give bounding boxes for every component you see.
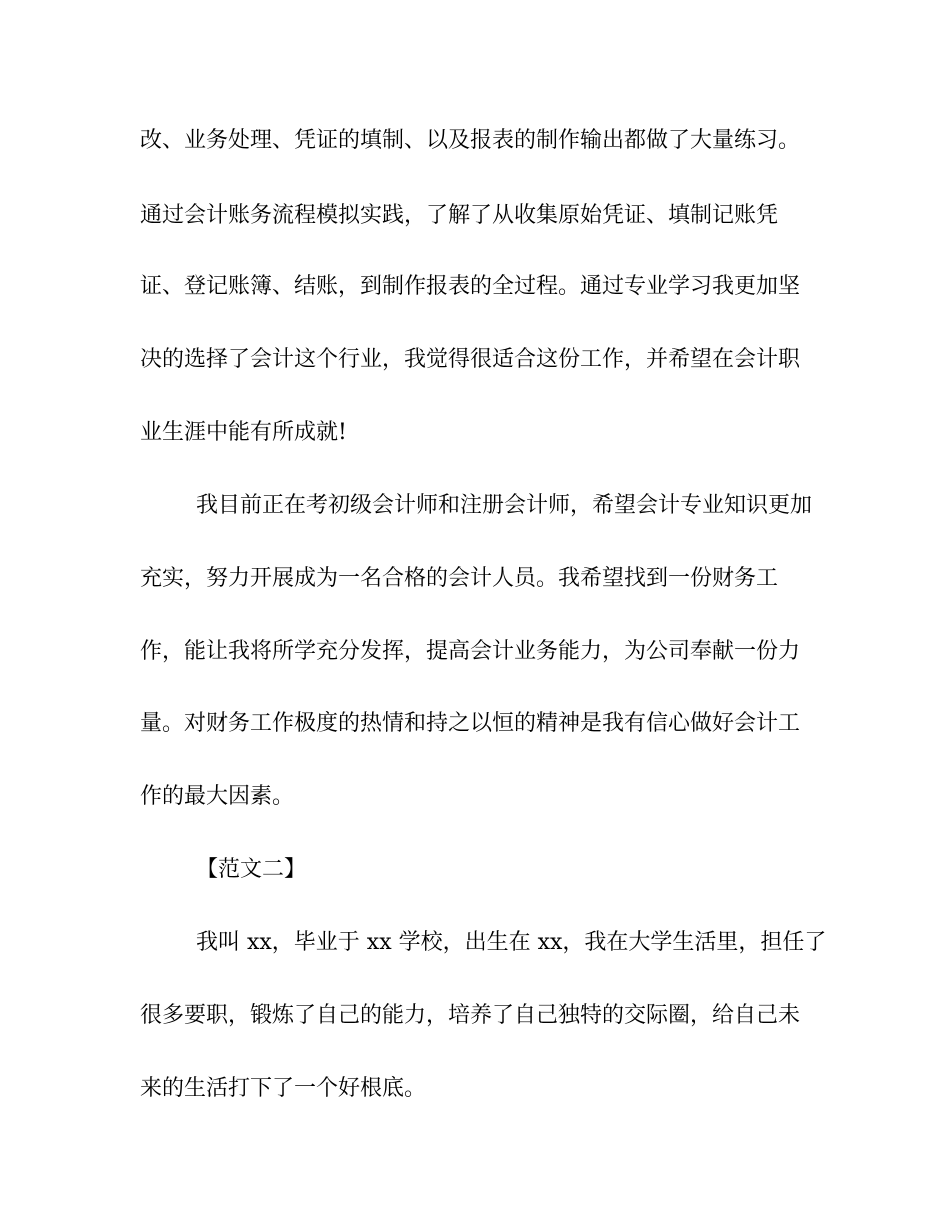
text-line: 充实，努力开展成为一名合格的会计人员。我希望找到一份财务工: [140, 566, 779, 591]
text-line: 证、登记账簿、结账，到制作报表的全过程。通过专业学习我更加坚: [140, 274, 801, 299]
text-line: 作，能让我将所学充分发挥，提高会计业务能力，为公司奉献一份力: [140, 639, 801, 664]
text-line: 决的选择了会计这个行业，我觉得很适合这份工作，并希望在会计职: [140, 347, 801, 372]
text-line: 通过会计账务流程模拟实践，了解了从收集原始凭证、填制记账凭: [140, 203, 779, 228]
text-line: 作的最大因素。: [140, 784, 295, 809]
text-line: 很多要职，锻炼了自己的能力，培养了自己独特的交际圈，给自己未: [140, 1003, 801, 1028]
text-line: 来的生活打下了一个好根底。: [140, 1076, 427, 1101]
section-heading: 【范文二】: [196, 857, 307, 882]
text-line: 业生涯中能有所成就!: [140, 420, 347, 445]
text-line: 量。对财务工作极度的热情和持之以恒的精神是我有信心做好会计工: [140, 711, 801, 736]
paragraph-first-line: 我叫 xx，毕业于 xx 学校，出生在 xx，我在大学生活里，担任了: [196, 930, 827, 955]
text-line: 改、业务处理、凭证的填制、以及报表的制作输出都做了大量练习。: [140, 128, 801, 153]
paragraph-first-line: 我目前正在考初级会计师和注册会计师，希望会计专业知识更加: [196, 493, 813, 518]
